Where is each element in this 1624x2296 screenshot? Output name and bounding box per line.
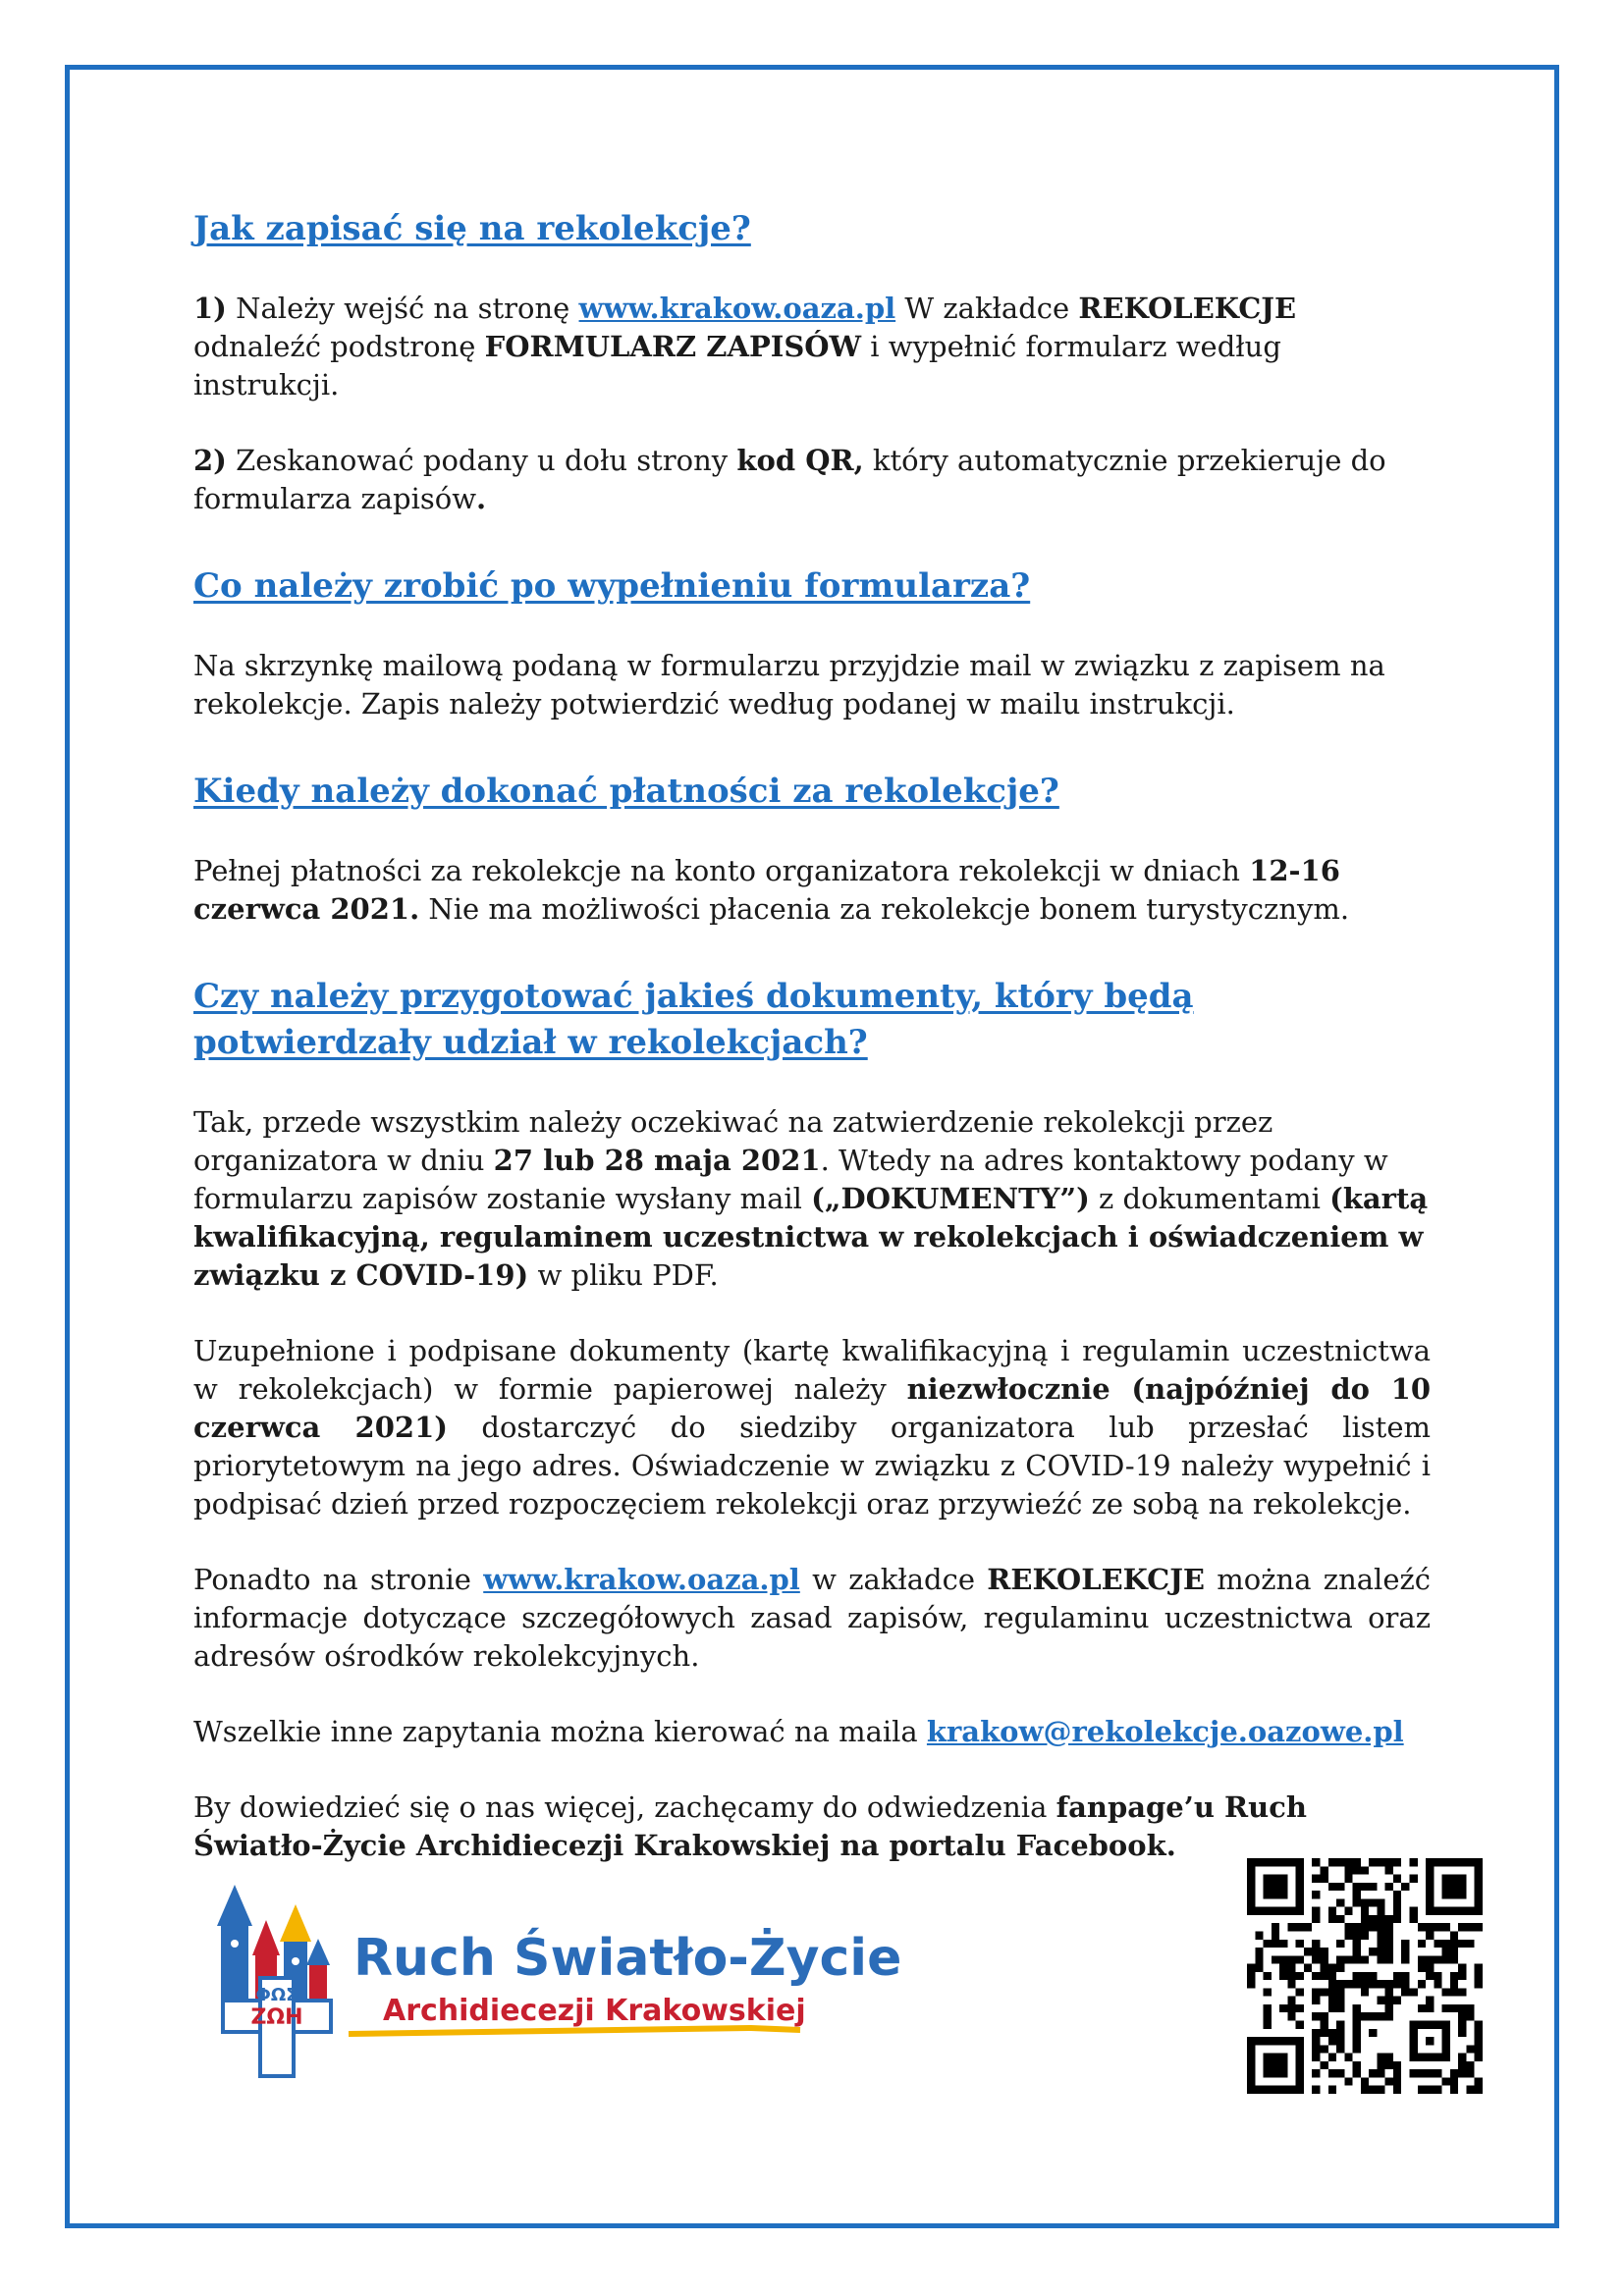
email-link[interactable]: krakow@rekolekcje.oazowe.pl <box>926 1715 1404 1748</box>
step-2: 2) Zeskanować podany u dołu strony kod QR, który automatycznie przekieruje do formularza zapisów. <box>193 444 1386 515</box>
step-1: 1) Należy wejść na stronę www.krakow.oaza.pl W zakładce REKOLEKCJE odnaleźć podstronę FORMULARZ ZAPISÓW i wypełnić formularz według instrukcji. <box>193 292 1297 401</box>
logo-title: Ruch Światło-Życie <box>353 1929 902 1988</box>
heading-after-form: Co należy zrobić po wypełnieniu formularza? <box>193 566 1031 606</box>
heading-documents: Czy należy przygotować jakieś dokumenty, który będą potwierdzały udział w rekolekcjach? <box>193 977 1194 1062</box>
paragraph-paper-documents: Uzupełnione i podpisane dokumenty (kartę kwalifikacyjną i regulamin uczestnictwa w rekolekcjach) w formie papierowej należy niezwłocznie (najpóźniej do 10 czerwca 2021) dostarczyć do siedziby organizatora lub przesłać listem priorytetowym na jego adres. Oświadczenie w związku z COVID-19 należy wypełnić i podpisać dzień przed rozpoczęciem rekolekcji oraz przywieźć ze sobą na rekolekcje. <box>193 1334 1431 1521</box>
emblem-zoe-text: ΖΩΗ <box>250 2005 303 2030</box>
website-link[interactable]: www.krakow.oaza.pl <box>578 292 896 325</box>
paragraph-payment: Pełnej płatności za rekolekcje na konto organizatora rekolekcji w dniach 12-16 czerwca 2021. Nie ma możliwości płacenia za rekolekcje bonem turystycznym. <box>193 854 1350 926</box>
paragraph-more-info: Ponadto na stronie www.krakow.oaza.pl w zakładce REKOLEKCJE można znaleźć informacje dotyczące szczegółowych zasad zapisów, regulaminu uczestnictwa oraz adresów ośrodków rekolekcyjnych. <box>193 1563 1431 1673</box>
paragraph-documents: Tak, przede wszystkim należy oczekiwać na zatwierdzenie rekolekcji przez organizatora w dniu 27 lub 28 maja 2021. Wtedy na adres kontaktowy podany w formularzu zapisów zostanie wysłany mail („DOKUMENTY”) z dokumentami (kartą kwalifikacyjną, regulaminem uczestnictwa w rekolekcjach i oświadczeniem w związku z COVID-19) w pliku PDF. <box>193 1105 1429 1292</box>
website-link[interactable]: www.krakow.oaza.pl <box>483 1563 800 1596</box>
movement-logo <box>201 1885 928 2081</box>
logo-subtitle: Archidiecezji Krakowskiej <box>383 1994 806 2028</box>
paragraph-contact: Wszelkie inne zapytania można kierować na maila krakow@rekolekcje.oazowe.pl <box>193 1715 1404 1748</box>
heading-how-to-register: Jak zapisać się na rekolekcje? <box>193 209 751 248</box>
paragraph-after-form: Na skrzynkę mailową podaną w formularzu przyjdzie mail w związku z zapisem na rekolekcje. Zapis należy potwierdzić według podanej w mailu instrukcji. <box>193 649 1385 721</box>
qr-code-icon[interactable] <box>1247 1858 1483 2094</box>
logo-underline <box>349 2028 800 2034</box>
church-emblem-icon <box>217 1885 331 2076</box>
heading-payment: Kiedy należy dokonać płatności za rekolekcje? <box>193 772 1059 811</box>
emblem-phos-text: ΦΩΣ <box>255 1985 298 2005</box>
paragraph-facebook: By dowiedzieć się o nas więcej, zachęcamy do odwiedzenia fanpage’u Ruch Światło-Życie Archidiecezji Krakowskiej na portalu Facebook. <box>193 1790 1307 1862</box>
document-body <box>193 206 1431 1865</box>
